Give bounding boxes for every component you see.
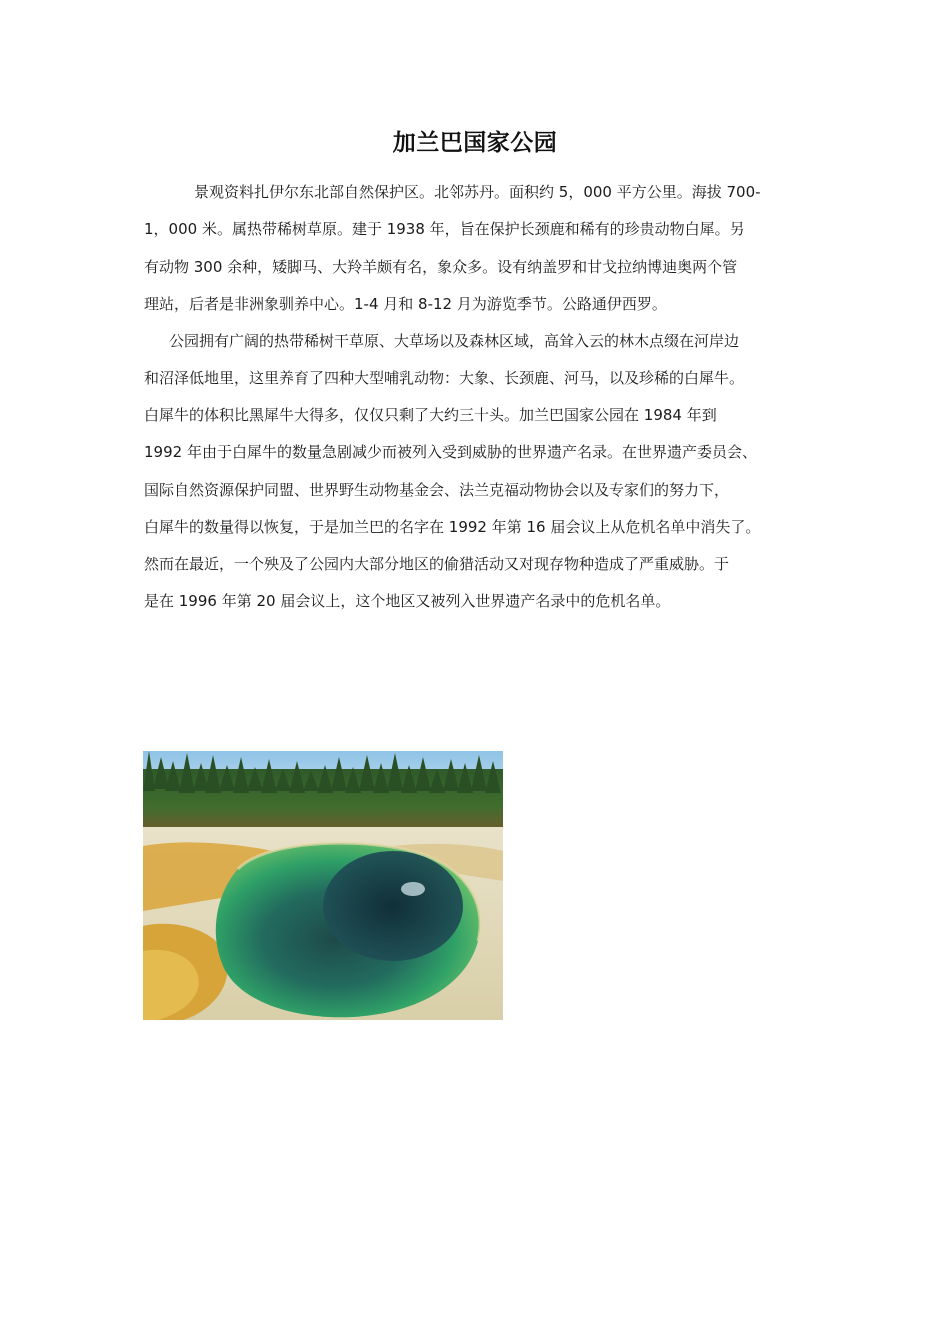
text-line: 白犀牛的体积比黑犀牛大得多，仅仅只剩了大约三十头。加兰巴国家公园在 1984 年到 xyxy=(144,406,717,424)
text-line: 公园拥有广阔的热带稀树干草原、大草场以及森林区域，高耸入云的林木点缀在河岸边 xyxy=(169,332,740,350)
text-line: 有动物 300 余种，矮脚马、大羚羊颇有名，象众多。设有纳盖罗和甘戈拉纳博迪奥两个管 xyxy=(144,258,738,276)
text-line: 景观资料扎伊尔东北部自然保护区。北邻苏丹。面积约 5，000 平方公里。海拔 700- xyxy=(194,183,761,201)
text-line: 是在 1996 年第 20 届会议上，这个地区又被列入世界遗产名录中的危机名单。 xyxy=(144,592,671,610)
text-line: 理站，后者是非洲象驯养中心。1-4 月和 8-12 月为游览季节。公路通伊西罗。 xyxy=(144,295,667,313)
text-line: 1，000 米。属热带稀树草原。建于 1938 年，旨在保护长颈鹿和稀有的珍贵动物白犀。另 xyxy=(144,220,745,238)
hot-spring-photo xyxy=(143,751,503,1020)
page-title: 加兰巴国家公园 xyxy=(392,130,558,156)
text-line: 和沼泽低地里，这里养育了四种大型哺乳动物：大象、长颈鹿、河马，以及珍稀的白犀牛。 xyxy=(144,369,745,387)
text-line: 白犀牛的数量得以恢复，于是加兰巴的名字在 1992 年第 16 届会议上从危机名单中消失了。 xyxy=(144,518,761,536)
text-line: 然而在最近，一个殃及了公园内大部分地区的偷猎活动又对现存物种造成了严重威胁。于 xyxy=(144,555,730,573)
text-line: 国际自然资源保护同盟、世界野生动物基金会、法兰克福动物协会以及专家们的努力下， xyxy=(144,481,730,499)
text-line: 1992 年由于白犀牛的数量急剧减少而被列入受到威胁的世界遗产名录。在世界遗产委员会、 xyxy=(144,443,757,461)
